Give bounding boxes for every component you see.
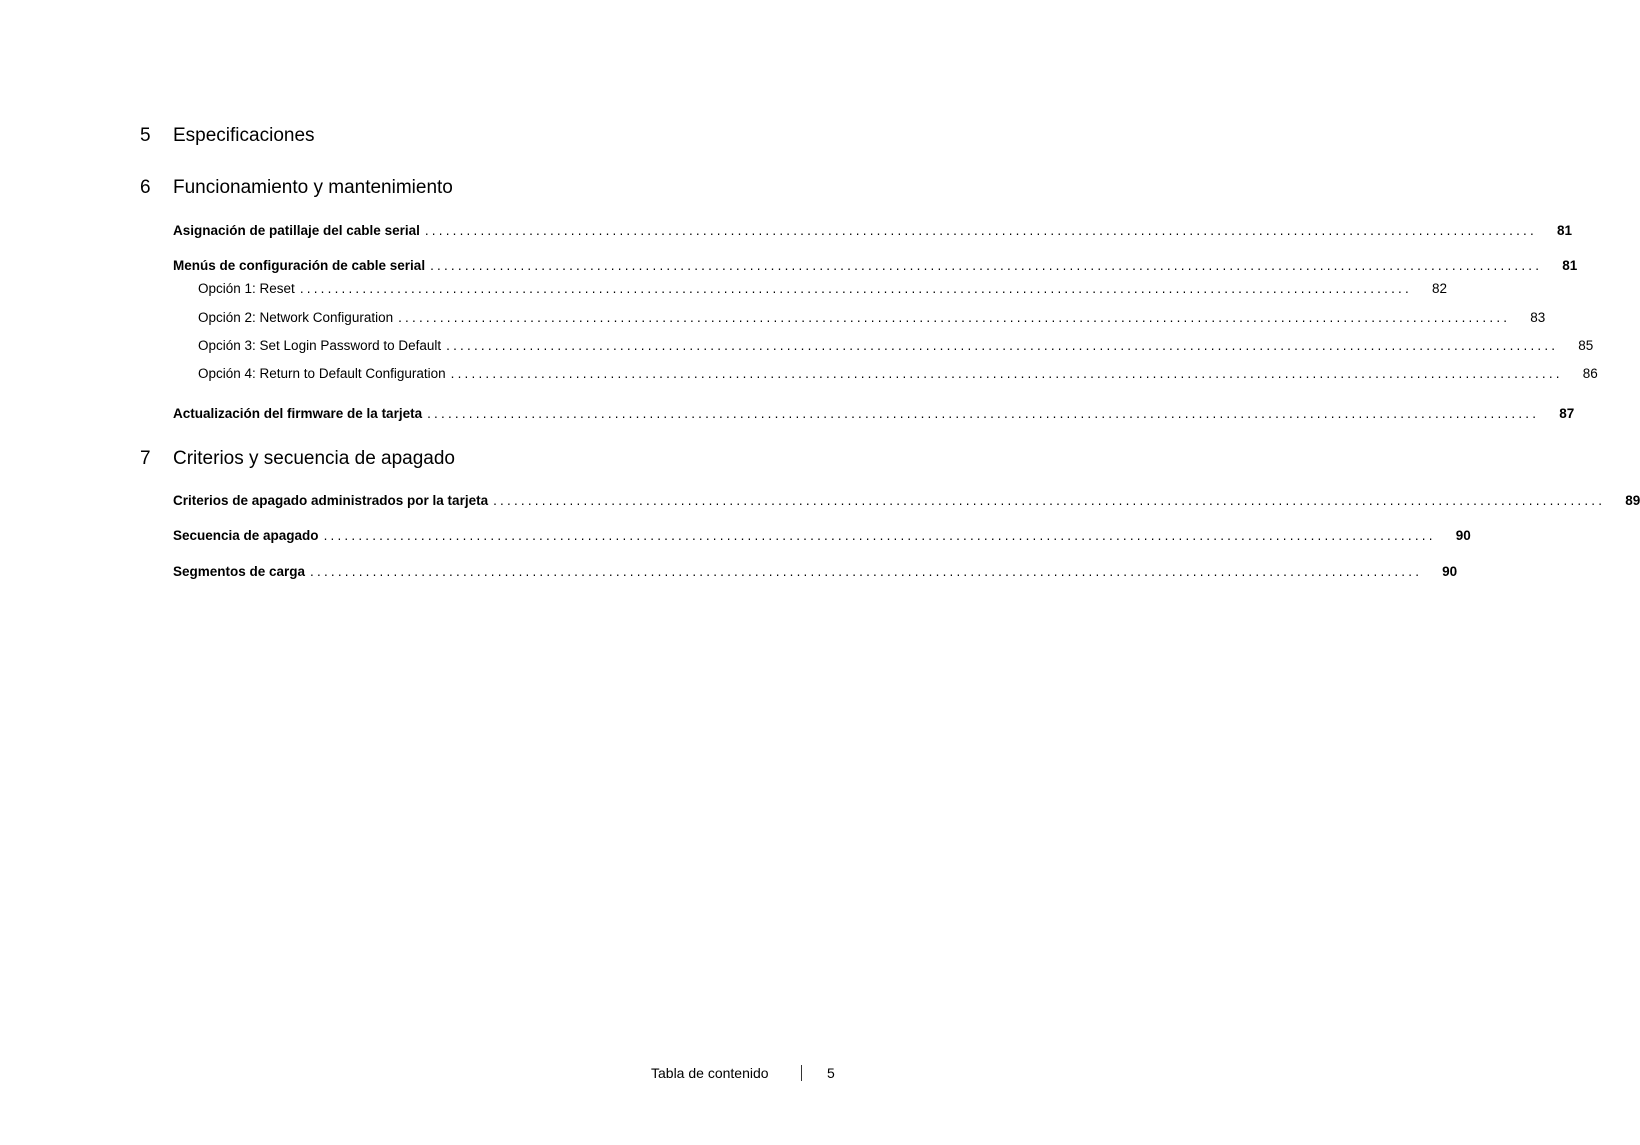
toc-subentry[interactable] [198, 338, 1594, 353]
toc-entry-label: Opción 2: Network Configuration [198, 310, 394, 325]
chapter-number: 5 [140, 125, 151, 146]
dot-leader: ................................................................................................................................................................ [310, 564, 1423, 579]
toc-entry-page: 86 [1582, 366, 1598, 381]
chapter-number: 6 [140, 177, 151, 198]
chapter-title: Especificaciones [173, 125, 315, 146]
toc-subentry[interactable] [198, 281, 1447, 296]
footer-section-title: Tabla de contenido [651, 1065, 769, 1081]
toc-entry-page: 90 [1442, 564, 1458, 579]
toc-entry-page: 85 [1578, 338, 1594, 353]
toc-entry-page: 89 [1625, 493, 1640, 508]
toc-entry-label: Secuencia de apagado [173, 528, 319, 543]
dot-leader: ................................................................................................................................................................ [299, 281, 1412, 296]
toc-entry-label: Menús de configuración de cable serial [173, 258, 426, 273]
dot-leader: ................................................................................................................................................................ [424, 223, 1537, 238]
dot-leader: ................................................................................................................................................................ [427, 406, 1540, 421]
toc-entry-page: 81 [1562, 258, 1578, 273]
toc-entry[interactable] [173, 223, 1572, 238]
toc-entry-page: 82 [1431, 281, 1447, 296]
dot-leader: ................................................................................................................................................................ [446, 338, 1559, 353]
toc-entry-label: Opción 3: Set Login Password to Default [198, 338, 442, 353]
chapter-number: 7 [140, 448, 151, 469]
toc-entry-label: Opción 4: Return to Default Configuration [198, 366, 446, 381]
toc-entry-label: Actualización del firmware de la tarjeta [173, 406, 423, 421]
dot-leader: ................................................................................................................................................................ [493, 493, 1606, 508]
toc-entry[interactable] [173, 564, 1458, 579]
dot-leader: ................................................................................................................................................................ [450, 366, 1563, 381]
toc-entry-label: Opción 1: Reset [198, 281, 295, 296]
footer-page-number: 5 [827, 1065, 835, 1081]
dot-leader: ................................................................................................................................................................ [398, 310, 1511, 325]
chapter-title: Funcionamiento y mantenimiento [173, 177, 453, 198]
toc-entry-page: 81 [1556, 223, 1572, 238]
toc-entry[interactable] [173, 528, 1471, 543]
toc-subentry[interactable] [198, 366, 1598, 381]
dot-leader: ................................................................................................................................................................ [430, 258, 1543, 273]
toc-entry[interactable] [173, 258, 1578, 273]
dot-leader: ................................................................................................................................................................ [323, 528, 1436, 543]
chapter-title: Criterios y secuencia de apagado [173, 448, 456, 469]
toc-entry-page: 87 [1559, 406, 1575, 421]
toc-subentry[interactable] [198, 310, 1546, 325]
toc-entry-page: 83 [1530, 310, 1546, 325]
toc-entry[interactable] [173, 493, 1640, 508]
toc-entry-label: Segmentos de carga [173, 564, 306, 579]
toc-entry[interactable] [173, 406, 1575, 421]
toc-entry-page: 90 [1455, 528, 1471, 543]
toc-entry-label: Criterios de apagado administrados por la tarjeta [173, 493, 489, 508]
toc-entry-label: Asignación de patillaje del cable serial [173, 223, 420, 238]
footer-divider [801, 1065, 802, 1081]
